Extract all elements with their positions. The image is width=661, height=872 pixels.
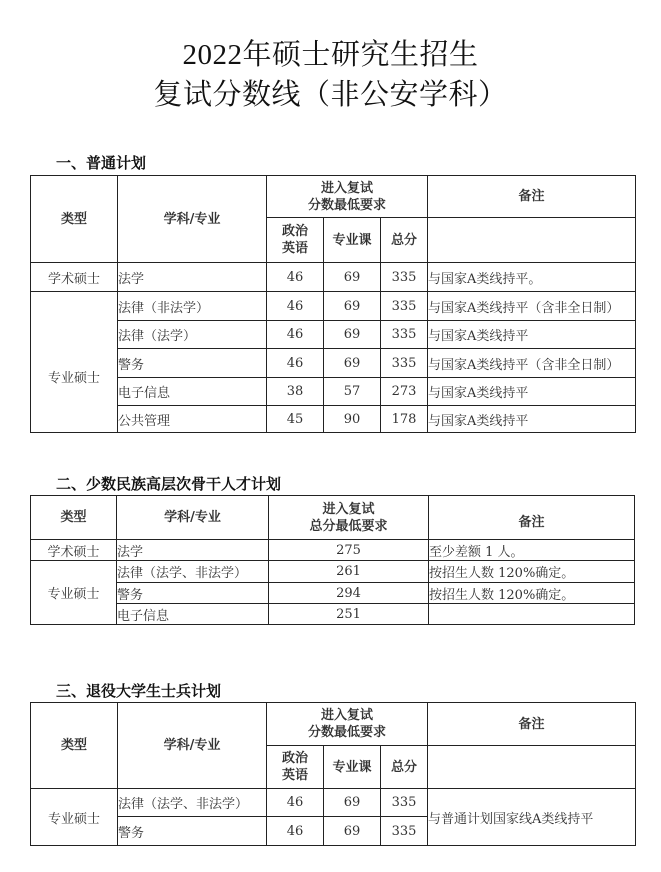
cell-total: 335 xyxy=(381,349,428,378)
header-remarks: 备注 xyxy=(428,176,636,218)
cell-type: 学术硕士 xyxy=(31,540,117,561)
cell-major: 69 xyxy=(324,292,381,321)
cell-pol-eng: 45 xyxy=(267,406,324,433)
table-row xyxy=(31,378,636,406)
header-score-group-line1: 进入复试 xyxy=(322,501,375,517)
cell-subject: 法律（法学、非法学） xyxy=(118,789,267,817)
cell-subject: 警务 xyxy=(118,349,267,378)
header-type: 类型 xyxy=(31,703,118,789)
header-score-group-line2: 总分最低要求 xyxy=(309,518,388,534)
cell-remark: 与国家A类线持平。 xyxy=(428,263,636,292)
cell-total: 335 xyxy=(381,789,428,817)
header-english-line: 英语 xyxy=(281,768,308,783)
table-row xyxy=(31,604,635,625)
table-row xyxy=(31,406,636,433)
cell-remark: 与国家A类线持平 xyxy=(428,321,636,349)
header-score-group xyxy=(267,176,428,218)
section2-title: 二、少数民族高层次骨干人才计划 xyxy=(56,475,282,493)
table-row xyxy=(31,321,636,349)
cell-total: 335 xyxy=(381,263,428,292)
header-politics-english xyxy=(267,746,324,789)
header-type: 类型 xyxy=(31,496,117,540)
cell-major: 69 xyxy=(324,263,381,292)
table-row xyxy=(31,583,635,604)
header-remarks-empty xyxy=(428,746,636,789)
cell-pol-eng: 38 xyxy=(267,378,324,406)
cell-subject: 法律（法学） xyxy=(118,321,267,349)
cell-pol-eng: 46 xyxy=(267,349,324,378)
cell-major: 69 xyxy=(324,789,381,817)
document-title-line2: 复试分数线（非公安学科） xyxy=(153,79,508,111)
table-row xyxy=(31,540,635,561)
cell-total: 294 xyxy=(269,583,429,604)
cell-remark: 与普通计划国家线A类线持平 xyxy=(428,789,636,846)
cell-subject: 法学 xyxy=(117,540,269,561)
cell-subject: 警务 xyxy=(118,817,267,846)
cell-subject: 电子信息 xyxy=(118,378,267,406)
header-score-group-line1: 进入复试 xyxy=(321,708,374,723)
header-total: 总分 xyxy=(381,746,428,789)
cell-subject: 法律（法学、非法学） xyxy=(117,561,269,583)
cell-remark xyxy=(429,604,635,625)
header-politics-english xyxy=(267,218,324,263)
header-subject: 学科/专业 xyxy=(117,496,269,540)
section3-table xyxy=(30,702,636,846)
cell-total: 335 xyxy=(381,292,428,321)
header-remarks: 备注 xyxy=(428,703,636,746)
cell-total: 178 xyxy=(381,406,428,433)
cell-type: 专业硕士 xyxy=(31,789,118,846)
cell-major: 90 xyxy=(324,406,381,433)
header-type: 类型 xyxy=(31,176,118,263)
section1-table xyxy=(30,175,636,433)
cell-remark: 按招生人数 120%确定。 xyxy=(429,583,635,604)
cell-remark: 与国家A类线持平 xyxy=(428,406,636,433)
header-remarks: 备注 xyxy=(429,496,635,540)
cell-total: 335 xyxy=(381,817,428,846)
cell-remark: 至少差额 1 人。 xyxy=(429,540,635,561)
cell-type: 学术硕士 xyxy=(31,263,118,292)
section3-title: 三、退役大学生士兵计划 xyxy=(56,682,222,700)
cell-total: 335 xyxy=(381,321,428,349)
cell-total: 273 xyxy=(381,378,428,406)
cell-pol-eng: 46 xyxy=(267,789,324,817)
cell-subject: 法学 xyxy=(118,263,267,292)
header-score-group-line2: 分数最低要求 xyxy=(308,725,387,740)
header-subject: 学科/专业 xyxy=(118,176,267,263)
section2-table xyxy=(30,495,635,625)
cell-pol-eng: 46 xyxy=(267,292,324,321)
table-row xyxy=(31,292,636,321)
header-total: 总分 xyxy=(381,218,428,263)
table-row xyxy=(31,789,636,817)
header-remarks-empty xyxy=(428,218,636,263)
header-major-course: 专业课 xyxy=(324,218,381,263)
header-subject: 学科/专业 xyxy=(118,703,267,789)
header-politics-line: 政治 xyxy=(281,224,308,239)
header-score-group-line1: 进入复试 xyxy=(321,180,374,196)
cell-major: 57 xyxy=(324,378,381,406)
cell-remark: 与国家A类线持平（含非全日制） xyxy=(428,349,636,378)
cell-pol-eng: 46 xyxy=(267,321,324,349)
cell-subject: 法律（非法学） xyxy=(118,292,267,321)
header-score-group-line2: 分数最低要求 xyxy=(308,197,387,213)
cell-major: 69 xyxy=(324,349,381,378)
table-row xyxy=(31,263,636,292)
cell-subject: 电子信息 xyxy=(117,604,269,625)
cell-total: 275 xyxy=(269,540,429,561)
table-row xyxy=(31,349,636,378)
table-row xyxy=(31,561,635,583)
section1-title: 一、普通计划 xyxy=(56,154,147,172)
header-major-course: 专业课 xyxy=(324,746,381,789)
cell-remark: 按招生人数 120%确定。 xyxy=(429,561,635,583)
cell-remark: 与国家A类线持平（含非全日制） xyxy=(428,292,636,321)
header-score-group xyxy=(269,496,429,540)
cell-pol-eng: 46 xyxy=(267,263,324,292)
cell-pol-eng: 46 xyxy=(267,817,324,846)
cell-type: 专业硕士 xyxy=(31,292,118,433)
header-politics-line: 政治 xyxy=(281,751,308,766)
header-english-line: 英语 xyxy=(281,241,308,256)
document-title-line1: 2022年硕士研究生招生 xyxy=(182,39,479,71)
cell-subject: 警务 xyxy=(117,583,269,604)
cell-remark: 与国家A类线持平 xyxy=(428,378,636,406)
cell-subject: 公共管理 xyxy=(118,406,267,433)
cell-major: 69 xyxy=(324,817,381,846)
cell-total: 251 xyxy=(269,604,429,625)
cell-total: 261 xyxy=(269,561,429,583)
cell-type: 专业硕士 xyxy=(31,561,117,625)
cell-major: 69 xyxy=(324,321,381,349)
header-score-group xyxy=(267,703,428,746)
